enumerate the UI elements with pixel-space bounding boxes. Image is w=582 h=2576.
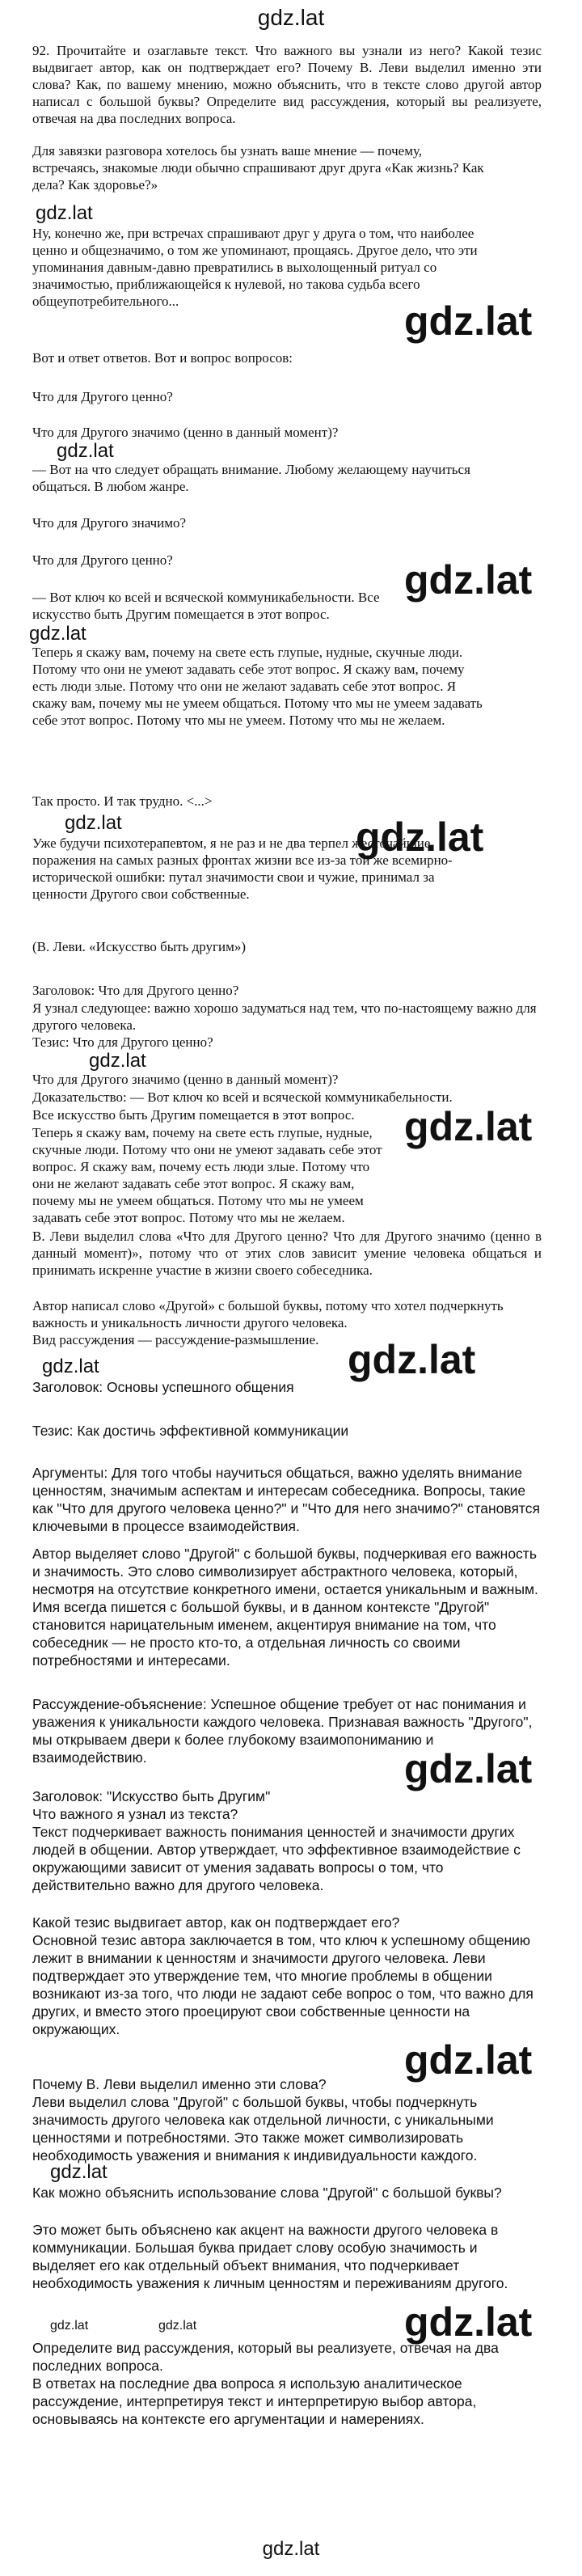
header-watermark: gdz.lat — [257, 5, 325, 30]
answer1-why: В. Леви выделил слова «Что для Другого ценно? Что для Другого значимо (ценно в данный момент)», потому что от этих слов зависит умение человека общаться и принимать искренне участие в жизни своего собеседника. — [32, 1229, 542, 1278]
text-paragraph-9: — Вот ключ ко всей и всяческой коммуникабельности. Все искусство быть Другим помещается в этот вопрос. — [32, 590, 380, 622]
text-line-4: Что для Другого ценно? — [32, 389, 173, 404]
watermark: gdz.lat — [29, 623, 86, 645]
text-line-8: Что для Другого ценно? — [32, 552, 173, 568]
answer1-title: Заголовок: Что для Другого ценно? — [32, 983, 239, 998]
answer1-kind: Вид рассуждения — рассуждение-размышление. — [32, 1332, 319, 1347]
answer2-arguments: Аргументы: Для того чтобы научиться общаться, важно уделять внимание ценностям, значимым аспектам и интересам собеседника. Вопросы, такие как "Что для другого человека ценно?" и "Что для него значимо?" становятся ключевыми в процессе взаимодействия. — [32, 1465, 540, 1534]
answer2-reasoning: Рассуждение-объяснение: Успешное общение требует от нас понимания и уважения к уникальности каждого человека. Признавая важность "Другого", мы открываем двери к более глубокому взаимопониманию и взаимодействию. — [32, 1696, 533, 1766]
answer2-capital: Автор выделяет слово "Другой" с большой буквы, подчеркивая его важность и значимость. Это слово символизирует абстрактного человека, который, несмотря на отсутствие конкретного имени, остается уникальным и важным. Имя всегда пишется с большой буквы, и в данном контексте "Другой" становится нарицательным именем, акцентируя внимание на том, что собеседник — не просто кто-то, а отдельная личность со своими потребностями и интересами. — [32, 1546, 538, 1669]
watermark: gdz.lat — [42, 1356, 99, 1377]
answer3-a1: Текст подчеркивает важность понимания ценностей и значимости других людей в общении. Автор утверждает, что эффективное взаимодействие с окружающими зависит от умения задавать вопросы о том, что действительно важно для другого человека. — [32, 1824, 521, 1893]
watermark: gdz.lat — [404, 1746, 533, 1791]
text-paragraph-6: — Вот на что следует обращать внимание. Любому желающему научиться общаться. В любом жанре. — [32, 462, 470, 494]
watermark: gdz.lat — [348, 1337, 476, 1382]
watermark: gdz.lat — [158, 2319, 197, 2333]
watermark: gdz.lat — [89, 1050, 146, 1072]
watermark: gdz.lat — [404, 298, 533, 344]
text-source: (В. Леви. «Искусство быть другим») — [32, 939, 247, 954]
answer1-thesis-2: Что для Другого значимо (ценно в данный момент)? — [32, 1072, 339, 1087]
text-paragraph-1: Для завязки разговора хотелось бы узнать ваше мнение — почему, встречаясь, знакомые люди обычно спрашивают друг друга «Как жизнь? Как дела? Как здоровье?» — [32, 143, 484, 192]
footer-watermark: gdz.lat — [262, 2538, 320, 2560]
answer1-capital: Автор написал слово «Другой» с большой буквы, потому что хотел подчеркнуть важность и уникальность личности другого человека. — [32, 1298, 504, 1330]
answer3-a3: Леви выделил слова "Другой" с большой буквы, чтобы подчеркнуть значимость другого человека как отдельной личности, с уникальными ценностями и потребностями. Это также может символизировать необходимость уважения и внимания к индивидуальности каждого. — [32, 2094, 494, 2164]
answer3-q4: Как можно объяснить использование слова "Другой" с большой буквы? — [32, 2185, 502, 2201]
watermark: gdz.lat — [50, 2319, 89, 2333]
text-line-3: Вот и ответ ответов. Вот и вопрос вопросов: — [32, 350, 293, 366]
answer3-a4: Это может быть объяснено как акцент на важности другого человека в коммуникации. Большая буква придает слову особую значимость и выделяет его как отдельный объект внимания, что подчеркивает необходимость уважения к личным ценностям и переживаниям другого. — [32, 2222, 508, 2291]
answer1-proof-2: Все искусство быть Другим помещается в этот вопрос. — [32, 1107, 355, 1123]
answer1-learned: Я узнал следующее: важно хорошо задуматься над тем, что по-настоящему важно для другого человека. — [32, 1000, 537, 1033]
answer3-q1: Что важного я узнал из текста? — [32, 1806, 238, 1822]
watermark: gdz.lat — [57, 440, 114, 462]
text-paragraph-12: Уже будучи психотерапевтом, я не раз и не два терпел жесточайшие поражения на самых разных фронтах жизни все из-за той же всемирно-исторической ошибки: путал значимости свои и чужие, принимал за ценности Другого свои собственные. — [32, 835, 453, 902]
answer3-q5: Определите вид рассуждения, который вы реализуете, отвечая на два последних вопроса. — [32, 2340, 499, 2374]
watermark: gdz.lat — [36, 202, 93, 224]
answer3-a5: В ответах на последние два вопроса я использую аналитическое рассуждение, интерпретируя текст и интерпретирую выбор автора, основываясь на контексте его аргументации и намерениях. — [32, 2375, 477, 2427]
answer1-proof: Доказательство: — Вот ключ ко всей и всяческой коммуникабельности. — [32, 1089, 453, 1105]
answer2-thesis: Тезис: Как достичь эффективной коммуникации — [32, 1423, 349, 1439]
text-line-5: Что для Другого значимо (ценно в данный момент)? — [32, 425, 339, 440]
answer1-proof-3: Теперь я скажу вам, почему на свете есть глупые, нудные, скучные люди. Потому что они не умеют задавать себе этот вопрос. Я скажу вам, почему есть люди злые. Потому что они не желают задавать себе этот вопрос. Я скажу вам, почему мы не умеем общаться. Потому что мы не умеем задавать себе этот вопрос. Потому что мы не желаем. — [32, 1125, 382, 1225]
exercise-task-text: 92. Прочитайте и озаглавьте текст. Что важного вы узнали из него? Какой тезис выдвигает автор, как он подтверждает его? Почему В. Леви выделил именно эти слова? Как, по вашему мнению, можно объяснить, что в тексте слово другой автор написал с большой буквы? Определите вид рассуждения, который вы реализуете, отвечая на два последних вопроса. — [32, 43, 542, 126]
text-paragraph-2: Ну, конечно же, при встречах спрашивают друг у друга о том, что наиболее ценно и общезначимо, о том же упоминают, прощаясь. Другое дело, что эти упоминания давным-давно превратились в выхолощенный ритуал со значимостью, приближающейся к нулевой, но такова судьба всего общеупотребительного... — [32, 226, 478, 309]
text-line-7: Что для Другого значимо? — [32, 515, 187, 531]
watermark: gdz.lat — [356, 814, 484, 860]
watermark: gdz.lat — [404, 557, 533, 603]
answer2-title: Заголовок: Основы успешного общения — [32, 1379, 294, 1395]
answer3-title: Заголовок: "Искусство быть Другим" — [32, 1788, 271, 1804]
watermark: gdz.lat — [404, 2299, 533, 2345]
text-line-11: Так просто. И так трудно. <...> — [32, 793, 213, 809]
exercise-task — [32, 42, 542, 127]
watermark: gdz.lat — [404, 2037, 533, 2083]
answer3-q3: Почему В. Леви выделил именно эти слова? — [32, 2076, 327, 2092]
watermark: gdz.lat — [50, 2161, 108, 2183]
watermark: gdz.lat — [404, 1104, 533, 1149]
answer3-a2: Основной тезис автора заключается в том, что ключ к успешному общению лежит в внимании к ценностям и значимости другого человека. Леви подтверждает это утверждение тем, что многие проблемы в общении возникают из-за того, что люди не задают себе вопрос о том, что важно для других, и вместо этого проецируют свои собственные ценности на окружающих. — [32, 1932, 534, 2037]
answer1-thesis: Тезис: Что для Другого ценно? — [32, 1034, 213, 1050]
watermark: gdz.lat — [65, 812, 122, 834]
answer3-q2: Какой тезис выдвигает автор, как он подтверждает его? — [32, 1914, 400, 1931]
text-paragraph-10: Теперь я скажу вам, почему на свете есть глупые, нудные, скучные люди. Потому что они не умеют задавать себе этот вопрос. Я скажу вам, почему есть люди злые. Потому что они не желают задавать себе этот вопрос. Я скажу вам, почему мы не умеем общаться. Потому что мы не умеем задавать себе этот вопрос. Потому что мы не умеем. Потому что мы не желаем. — [32, 645, 483, 728]
